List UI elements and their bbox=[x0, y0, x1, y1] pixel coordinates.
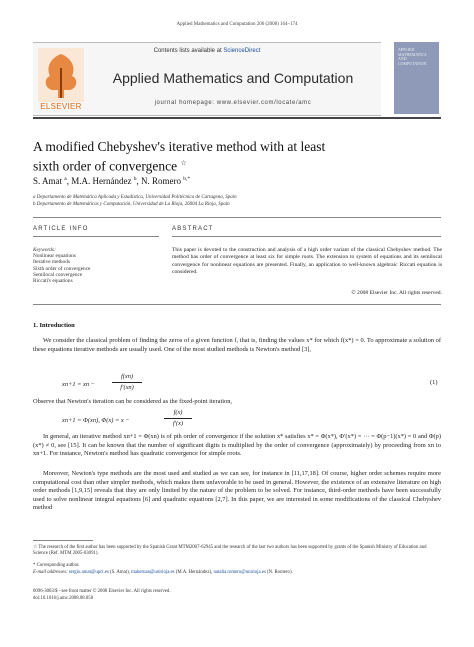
abstract-heading: ABSTRACT bbox=[172, 226, 214, 232]
equation-1-numerator: f(xn) bbox=[120, 373, 134, 380]
divider bbox=[33, 304, 441, 305]
journal-title[interactable]: Applied Mathematics and Computation bbox=[112, 70, 354, 86]
keyword-item: Nonlinear equations bbox=[33, 253, 76, 260]
doi-line[interactable]: doi:10.1016/j.amc.2008.08.050 bbox=[33, 596, 94, 601]
intro-paragraph-1: We consider the classical problem of finding the zeros of a given function f, that is, finding the values x* for which f(x*) = 0. To approximate a solution of these equations iterative methods are usually used. One of the most studied methods is Newton's method [3], bbox=[33, 337, 441, 353]
author-affil-mark: b bbox=[133, 176, 137, 182]
author-list: S. Amat $^a$, M.A. Hernández $^b$, N. Romero $^{b,*}$ bbox=[33, 176, 191, 186]
keyword-item: Riccati's equations bbox=[33, 278, 73, 285]
contents-line bbox=[33, 48, 381, 54]
equation-2-numerator: f(x) bbox=[173, 409, 183, 416]
equation-1-number: (1) bbox=[430, 379, 438, 386]
fraction-bar bbox=[112, 382, 142, 383]
journal-cover-thumbnail[interactable] bbox=[394, 42, 439, 114]
abstract-text: This paper is devoted to the construction and analysis of a high order variant of the classical Chebyshev method. The method has order of convergence at least six for simple roots. The extension to system of equations and its semilocal convergence for nonlinear equations are presented. Finally, an application to well-known algebraic Riccati equation is considered. bbox=[172, 247, 442, 275]
elsevier-tree-icon bbox=[38, 48, 84, 102]
journal-homepage[interactable]: journal homepage: www.elsevier.com/locate/amc bbox=[154, 100, 312, 106]
title-line-2: sixth order of convergence bbox=[33, 158, 178, 174]
equation-2-denominator: f′(x) bbox=[172, 420, 184, 427]
journal-citation: Applied Mathematics and Computation 206 (2008) 164–174 bbox=[176, 22, 298, 27]
footnote-funding: ☆ The research of the first author has been supported by the Spanish Grant MTM2007-62945 and the research of the last two authors has been supported by grants of the Spanish Ministry of Education and Science (Ref. MTM 2005-03091). bbox=[33, 545, 427, 557]
elsevier-logo[interactable] bbox=[38, 48, 84, 110]
keywords-label: Keywords: bbox=[33, 247, 56, 253]
fraction-bar bbox=[164, 418, 192, 419]
footnote-rule bbox=[33, 540, 93, 541]
keyword-item: Sixth order of convergence bbox=[33, 265, 91, 272]
intro-paragraph-4: Moreover, Newton's type methods are the most used and studied as we can see, for instance in [11,17,18]. Of course, higher order schemes require more computational cost than other simpler methods, which makes them unfavorable to be used in general. However, the existence of an extensive literature on high order methods [1,9,15] reveals that they are only limited by the nature of the problem to be solved. For instance, third-order methods have been successfully used to solve nonlinear integral equations [6] and quadratic equations [2,7]. In this paper, we are interested in some modifications of the classical Chebyshev method bbox=[33, 470, 441, 512]
footnote-emails bbox=[33, 570, 441, 576]
keyword-item: Semilocal convergence bbox=[33, 271, 83, 278]
email-link[interactable]: natalia.romero@unirioja.es bbox=[213, 570, 266, 575]
equation-1 bbox=[62, 381, 95, 388]
equation-1-denominator: f′(xn) bbox=[120, 384, 134, 391]
title-footnote-mark[interactable]: ☆ bbox=[180, 159, 187, 167]
keyword-item: Iterative methods bbox=[33, 259, 70, 266]
keywords-block bbox=[33, 247, 90, 284]
author-affil-mark: b,* bbox=[183, 176, 191, 182]
issn-line: 0096-3003/$ - see front matter © 2008 Elsevier Inc. All rights reserved. bbox=[33, 589, 171, 594]
author-name[interactable]: M.A. Hernández bbox=[71, 176, 132, 186]
title-line-1: A modified Chebyshev's iterative method with at least bbox=[33, 139, 326, 154]
divider bbox=[172, 236, 441, 237]
section-heading-introduction: 1. Introduction bbox=[33, 322, 75, 329]
header-rule bbox=[33, 117, 441, 119]
author-name[interactable]: N. Romero bbox=[140, 176, 181, 186]
email-owner: (M.A. Hernández), bbox=[174, 570, 214, 575]
cover-text: APPLIED MATHEMATICS AND COMPUTATION bbox=[398, 47, 427, 66]
contents-prefix: Contents lists available at bbox=[153, 48, 224, 54]
email-owner: (N. Romero). bbox=[265, 570, 293, 575]
equation-2 bbox=[62, 417, 130, 424]
email-owner: (S. Amat), bbox=[108, 570, 132, 575]
divider bbox=[33, 236, 159, 237]
elsevier-wordmark: ELSEVIER bbox=[40, 102, 82, 111]
email-prefix: E-mail addresses: bbox=[33, 570, 69, 575]
article-title bbox=[33, 139, 373, 175]
equation-2-lhs: xn+1 = Φ(xn), Φ(x) = x − bbox=[62, 417, 130, 424]
copyright-line: © 2008 Elsevier Inc. All rights reserved. bbox=[351, 290, 442, 296]
footnote-corresponding: * Corresponding author. bbox=[33, 563, 80, 568]
intro-paragraph-2: Observe that Newton's iteration can be considered as the fixed-point iteration, bbox=[33, 398, 233, 405]
email-link[interactable]: mahernan@unirioja.es bbox=[131, 570, 175, 575]
divider bbox=[33, 217, 441, 218]
equation-1-lhs: xn+1 = xn − bbox=[62, 381, 95, 388]
affiliation-a: a Departamento de Matemática Aplicada y Estadística, Universidad Politécnica de Cartagena, Spain bbox=[33, 195, 237, 200]
email-link[interactable]: sergio.amat@upct.es bbox=[68, 570, 109, 575]
author-name[interactable]: S. Amat bbox=[33, 176, 63, 186]
article-info-heading: ARTICLE INFO bbox=[33, 226, 89, 232]
author-affil-mark: a bbox=[64, 176, 67, 182]
affiliation-b: b Departamento de Matemáticas y Computación, Universidad de La Rioja, 26004 La Rioja, Spain bbox=[33, 202, 230, 207]
intro-paragraph-3: In general, an iterative method xn+1 = Φ(xn) is of pth order of convergence if the solution x* satisfies x* = Φ(x*), Φ′(x*) = ··· = Φ(p−1)(x*) = 0 and Φ(p)(x*) ≠ 0, see [15]. It can be known that the number of significant digits is multiplied by the order of convergence (approximately) by proceeding from xn to xn+1. For instance, Newton's method has quadratic convergence for simple roots. bbox=[33, 433, 441, 458]
sciencedirect-link[interactable]: ScienceDirect bbox=[223, 48, 261, 54]
